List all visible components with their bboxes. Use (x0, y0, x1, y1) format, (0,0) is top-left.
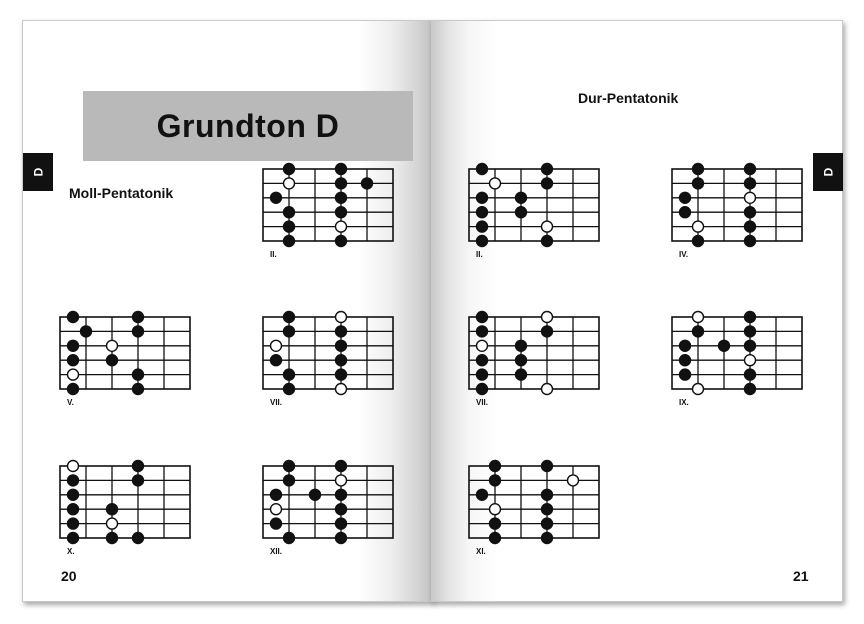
root-note-dot (68, 461, 79, 472)
scale-note-dot (516, 207, 527, 218)
thumb-tab-right (813, 153, 843, 191)
scale-note-dot (336, 340, 347, 351)
scale-note-dot (745, 340, 756, 351)
scale-note-dot (133, 369, 144, 380)
scale-note-dot (310, 489, 321, 500)
scale-note-dot (719, 340, 730, 351)
scale-note-dot (336, 326, 347, 337)
scale-note-dot (107, 355, 118, 366)
fretboard-grid (262, 166, 398, 244)
fretboard-grid (468, 166, 604, 244)
root-note-dot (693, 384, 704, 395)
scale-note-dot (490, 461, 501, 472)
root-note-dot (107, 340, 118, 351)
root-note-dot (477, 340, 488, 351)
scale-note-dot (542, 533, 553, 544)
scale-note-dot (542, 518, 553, 529)
root-note-dot (336, 475, 347, 486)
scale-note-dot (68, 518, 79, 529)
position-label: VII. (476, 398, 489, 407)
page-number-left: 20 (61, 568, 77, 584)
scale-note-dot (284, 326, 295, 337)
scale-note-dot (745, 236, 756, 247)
root-note-dot (336, 312, 347, 323)
scale-note-dot (745, 384, 756, 395)
scale-note-dot (477, 221, 488, 232)
fretboard-diagram (468, 314, 608, 414)
root-note-dot (490, 178, 501, 189)
scale-note-dot (336, 355, 347, 366)
scale-note-dot (68, 384, 79, 395)
scale-note-dot (693, 178, 704, 189)
position-label: VII. (270, 398, 283, 407)
scale-note-dot (284, 533, 295, 544)
scale-note-dot (516, 340, 527, 351)
scale-note-dot (542, 178, 553, 189)
page-title: Grundton D (83, 91, 413, 161)
scale-note-dot (336, 489, 347, 500)
scale-note-dot (745, 164, 756, 175)
scale-note-dot (133, 312, 144, 323)
scale-note-dot (477, 164, 488, 175)
root-note-dot (568, 475, 579, 486)
scale-note-dot (477, 384, 488, 395)
scale-note-dot (336, 369, 347, 380)
scale-note-dot (680, 192, 691, 203)
scale-note-dot (745, 326, 756, 337)
scale-note-dot (107, 533, 118, 544)
position-label: IV. (679, 250, 689, 259)
scale-note-dot (284, 384, 295, 395)
scale-note-dot (284, 312, 295, 323)
fretboard-grid (59, 314, 195, 392)
scale-note-dot (284, 207, 295, 218)
scale-note-dot (336, 192, 347, 203)
scale-note-dot (516, 355, 527, 366)
root-note-dot (271, 504, 282, 515)
scale-note-dot (336, 164, 347, 175)
root-note-dot (745, 355, 756, 366)
root-note-dot (284, 178, 295, 189)
thumb-tab-label: D (30, 167, 45, 177)
scale-note-dot (68, 533, 79, 544)
fretboard-diagram (671, 314, 811, 414)
page-number-right: 21 (793, 568, 809, 584)
position-label: XII. (270, 547, 283, 556)
scale-note-dot (745, 312, 756, 323)
scale-note-dot (745, 369, 756, 380)
scale-note-dot (477, 489, 488, 500)
thumb-tab-label: D (820, 167, 835, 177)
root-note-dot (693, 312, 704, 323)
scale-note-dot (680, 369, 691, 380)
scale-note-dot (542, 461, 553, 472)
fretboard-diagram (468, 166, 608, 266)
section-title-dur: Dur-Pentatonik (578, 90, 679, 106)
scale-note-dot (284, 236, 295, 247)
fretboard-grid (262, 314, 398, 392)
scale-note-dot (542, 504, 553, 515)
scale-note-dot (542, 326, 553, 337)
fretboard-grid (468, 463, 604, 541)
scale-note-dot (745, 207, 756, 218)
fretboard-grid (671, 166, 807, 244)
scale-note-dot (336, 178, 347, 189)
position-label: V. (67, 398, 74, 407)
fretboard-diagram (671, 166, 811, 266)
scale-note-dot (336, 518, 347, 529)
root-note-dot (68, 369, 79, 380)
scale-note-dot (542, 236, 553, 247)
scale-note-dot (745, 178, 756, 189)
root-note-dot (271, 340, 282, 351)
root-note-dot (542, 312, 553, 323)
scale-note-dot (477, 236, 488, 247)
scale-note-dot (68, 504, 79, 515)
scale-note-dot (271, 518, 282, 529)
scale-note-dot (336, 236, 347, 247)
fretboard-grid (671, 314, 807, 392)
scale-note-dot (477, 326, 488, 337)
scale-note-dot (271, 355, 282, 366)
scale-note-dot (542, 164, 553, 175)
position-label: XI. (476, 547, 486, 556)
root-note-dot (336, 384, 347, 395)
fretboard-diagram (59, 463, 199, 563)
scale-note-dot (133, 461, 144, 472)
position-label: IX. (679, 398, 689, 407)
root-note-dot (693, 221, 704, 232)
scale-note-dot (68, 340, 79, 351)
scale-note-dot (336, 533, 347, 544)
scale-note-dot (490, 475, 501, 486)
root-note-dot (336, 221, 347, 232)
scale-note-dot (284, 475, 295, 486)
scale-note-dot (68, 489, 79, 500)
scale-note-dot (284, 369, 295, 380)
scale-note-dot (271, 489, 282, 500)
scale-note-dot (477, 355, 488, 366)
thumb-tab-left (23, 153, 53, 191)
fretboard-diagram (468, 463, 608, 563)
scale-note-dot (68, 312, 79, 323)
scale-note-dot (680, 207, 691, 218)
root-note-dot (542, 221, 553, 232)
scale-note-dot (336, 207, 347, 218)
scale-note-dot (133, 533, 144, 544)
position-label: II. (270, 250, 277, 259)
root-note-dot (490, 504, 501, 515)
root-note-dot (107, 518, 118, 529)
scale-note-dot (133, 475, 144, 486)
scale-note-dot (133, 384, 144, 395)
scale-note-dot (680, 355, 691, 366)
scale-note-dot (284, 461, 295, 472)
fretboard-grid (468, 314, 604, 392)
scale-note-dot (81, 326, 92, 337)
scale-note-dot (490, 518, 501, 529)
section-title-moll: Moll-Pentatonik (69, 185, 174, 201)
scale-note-dot (516, 192, 527, 203)
scale-note-dot (271, 192, 282, 203)
position-label: II. (476, 250, 483, 259)
fretboard-diagram (59, 314, 199, 414)
scale-note-dot (516, 369, 527, 380)
scale-note-dot (336, 504, 347, 515)
scale-note-dot (284, 221, 295, 232)
scale-note-dot (477, 312, 488, 323)
position-label: X. (67, 547, 75, 556)
scale-note-dot (693, 164, 704, 175)
scale-note-dot (693, 326, 704, 337)
scale-note-dot (477, 192, 488, 203)
fretboard-diagram (262, 166, 402, 266)
scale-note-dot (477, 207, 488, 218)
root-note-dot (745, 192, 756, 203)
scale-note-dot (362, 178, 373, 189)
scale-note-dot (490, 533, 501, 544)
scale-note-dot (68, 475, 79, 486)
fretboard-grid (59, 463, 195, 541)
scale-note-dot (133, 326, 144, 337)
root-note-dot (542, 384, 553, 395)
scale-note-dot (107, 504, 118, 515)
scale-note-dot (284, 164, 295, 175)
fretboard-diagram (262, 314, 402, 414)
scale-note-dot (336, 461, 347, 472)
scale-note-dot (693, 236, 704, 247)
scale-note-dot (745, 221, 756, 232)
scale-note-dot (477, 369, 488, 380)
fretboard-grid (262, 463, 398, 541)
scale-note-dot (542, 489, 553, 500)
scale-note-dot (680, 340, 691, 351)
scale-note-dot (68, 355, 79, 366)
fretboard-diagram (262, 463, 402, 563)
